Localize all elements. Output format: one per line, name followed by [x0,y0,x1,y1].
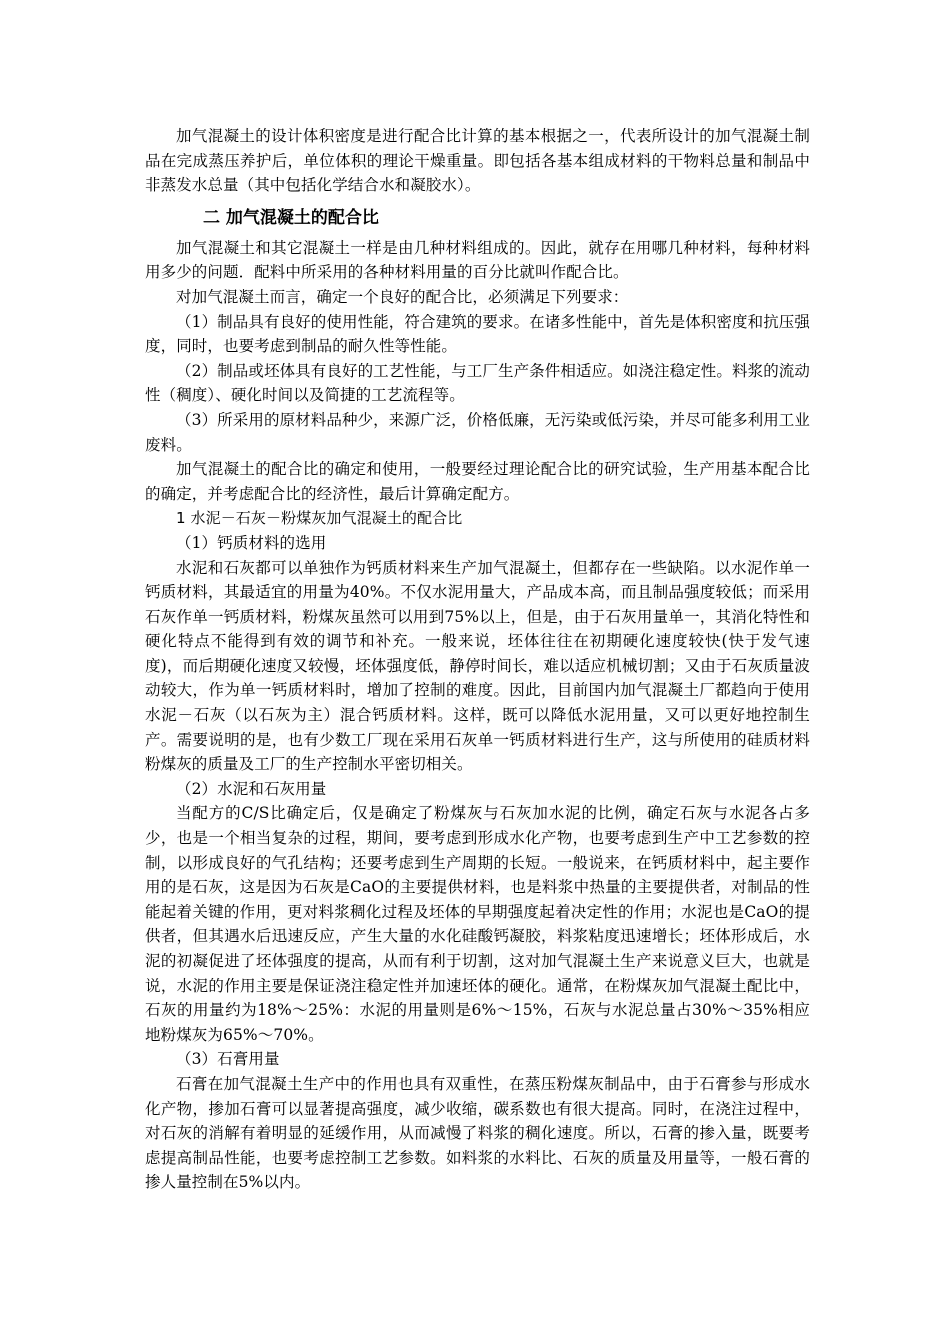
section-heading: 二 加气混凝土的配合比 [203,207,379,228]
paragraph-procedure: 加气混凝土的配合比的确定和使用，一般要经过理论配合比的研究试验，生产用基本配合比的确定，并考虑配合比的经济性，最后计算确定配方。 [145,460,810,503]
paragraph-gypsum: 石膏在加气混凝土生产中的作用也具有双重性，在蒸压粉煤灰制品中，由于石膏参与形成水化产物，掺加石膏可以显著提高强度，减少收缩，碳系数也有很大提高。同时，在浇注过程中，对石灰的消解有着明显的延缓作用，从而减慢了料浆的稠化速度。所以，石膏的掺入量，既要考虑提高制品性能，也要考虑控制工艺参数。如料浆的水料比、石灰的质量及用量等，一般石膏的掺人量控制在5%以内。 [145,1074,810,1192]
subheading-cement-lime: （2）水泥和石灰用量 [176,779,327,798]
requirement-1: （1）制品具有良好的使用性能，符合建筑的要求。在诸多性能中，首先是体积密度和抗压强度，同时，也要考虑到制品的耐久性等性能。 [145,312,810,356]
requirement-2: （2）制品或坯体具有良好的工艺性能，与工厂生产条件相适应。如浇注稳定性。料浆的流动性（稠度）、硬化时间以及简捷的工艺流程等。 [145,361,810,405]
paragraph-composition: 加气混凝土和其它混凝土一样是由几种材料组成的。因此，就存在用哪几种材料，每种材料用多少的问题．配料中所采用的各种材料用量的百分比就叫作配合比。 [145,238,810,282]
subheading-gypsum: （3）石膏用量 [176,1050,280,1069]
paragraph-cement-lime: 当配方的C/S比确定后，仅是确定了粉煤灰与石灰加水泥的比例，确定石灰与水泥各占多少，也是一个相当复杂的过程，期间，要考虑到形成水化产物，也要考虑到生产中工艺参数的控制，以形成良好的气孔结构；还要考虑到生产周期的长短。一般说来，在钙质材料中，起主要作用的是石灰，这是因为石灰是CaO的主要提供材料，也是料浆中热量的主要提供者，对制品的性能起着关键的作用，更对料浆稠化过程及坯体的早期强度起着决定性的作用；水泥也是CaO的提供者，但其遇水后迅速反应，产生大量的水化硅酸钙凝胶，料浆粘度迅速增长；坯体形成后，水泥的初凝促进了坯体强度的提高，从而有利于切割，这对加气混凝土生产来说意义巨大，也就是说，水泥的作用主要是保证浇注稳定性并加速坯体的硬化。通常，在粉煤灰加气混凝土配比中，石灰的用量约为18%～25%：水泥的用量则是6%～15%，石灰与水泥总量占30%～35%相应地粉煤灰为65%～70%。 [145,804,810,1044]
intro-paragraph: 加气混凝土的设计体积密度是进行配合比计算的基本根据之一，代表所设计的加气混凝土制品在完成蒸压养护后，单位体积的理论干燥重量。即包括各基本组成材料的干物料总量和制品中非蒸发水总量（其中包括化学结合水和凝胶水）。 [145,127,810,195]
requirement-3: （3）所采用的原材料品种少，来源广泛，价格低廉，无污染或低污染，并尽可能多利用工业废料。 [145,410,810,454]
document-page [145,124,810,1195]
paragraph-calcium-material: 水泥和石灰都可以单独作为钙质材料来生产加气混凝土，但都存在一些缺陷。以水泥作单一钙质材料，其最适宜的用量为40%。不仅水泥用量大，产品成本高，而且制品强度较低；而采用石灰作单一钙质材料，粉煤灰虽然可以用到75%以上，但是，由于石灰用量单一，其消化特性和硬化特点不能得到有效的调节和补充。一般来说，坯体往往在初期硬化速度较快(快于发气速度)，而后期硬化速度又较慢，坯体强度低，静停时间长，难以适应机械切割；又由于石灰质量波动较大，作为单一钙质材料时，增加了控制的难度。因此，目前国内加气混凝土厂都趋向于使用水泥－石灰（以石灰为主）混合钙质材料。这样，既可以降低水泥用量，又可以更好地控制生产。需要说明的是，也有少数工厂现在采用石灰单一钙质材料进行生产，这与所使用的硅质材料粉煤灰的质量及工厂的生产控制水平密切相关。 [145,558,810,774]
paragraph-requirements-intro: 对加气混凝土而言，确定一个良好的配合比，必须满足下列要求： [176,287,629,306]
subheading-calcium-material: （1）钙质材料的选用 [176,533,327,552]
subsection-heading: 1 水泥－石灰－粉煤灰加气混凝土的配合比 [176,509,463,528]
